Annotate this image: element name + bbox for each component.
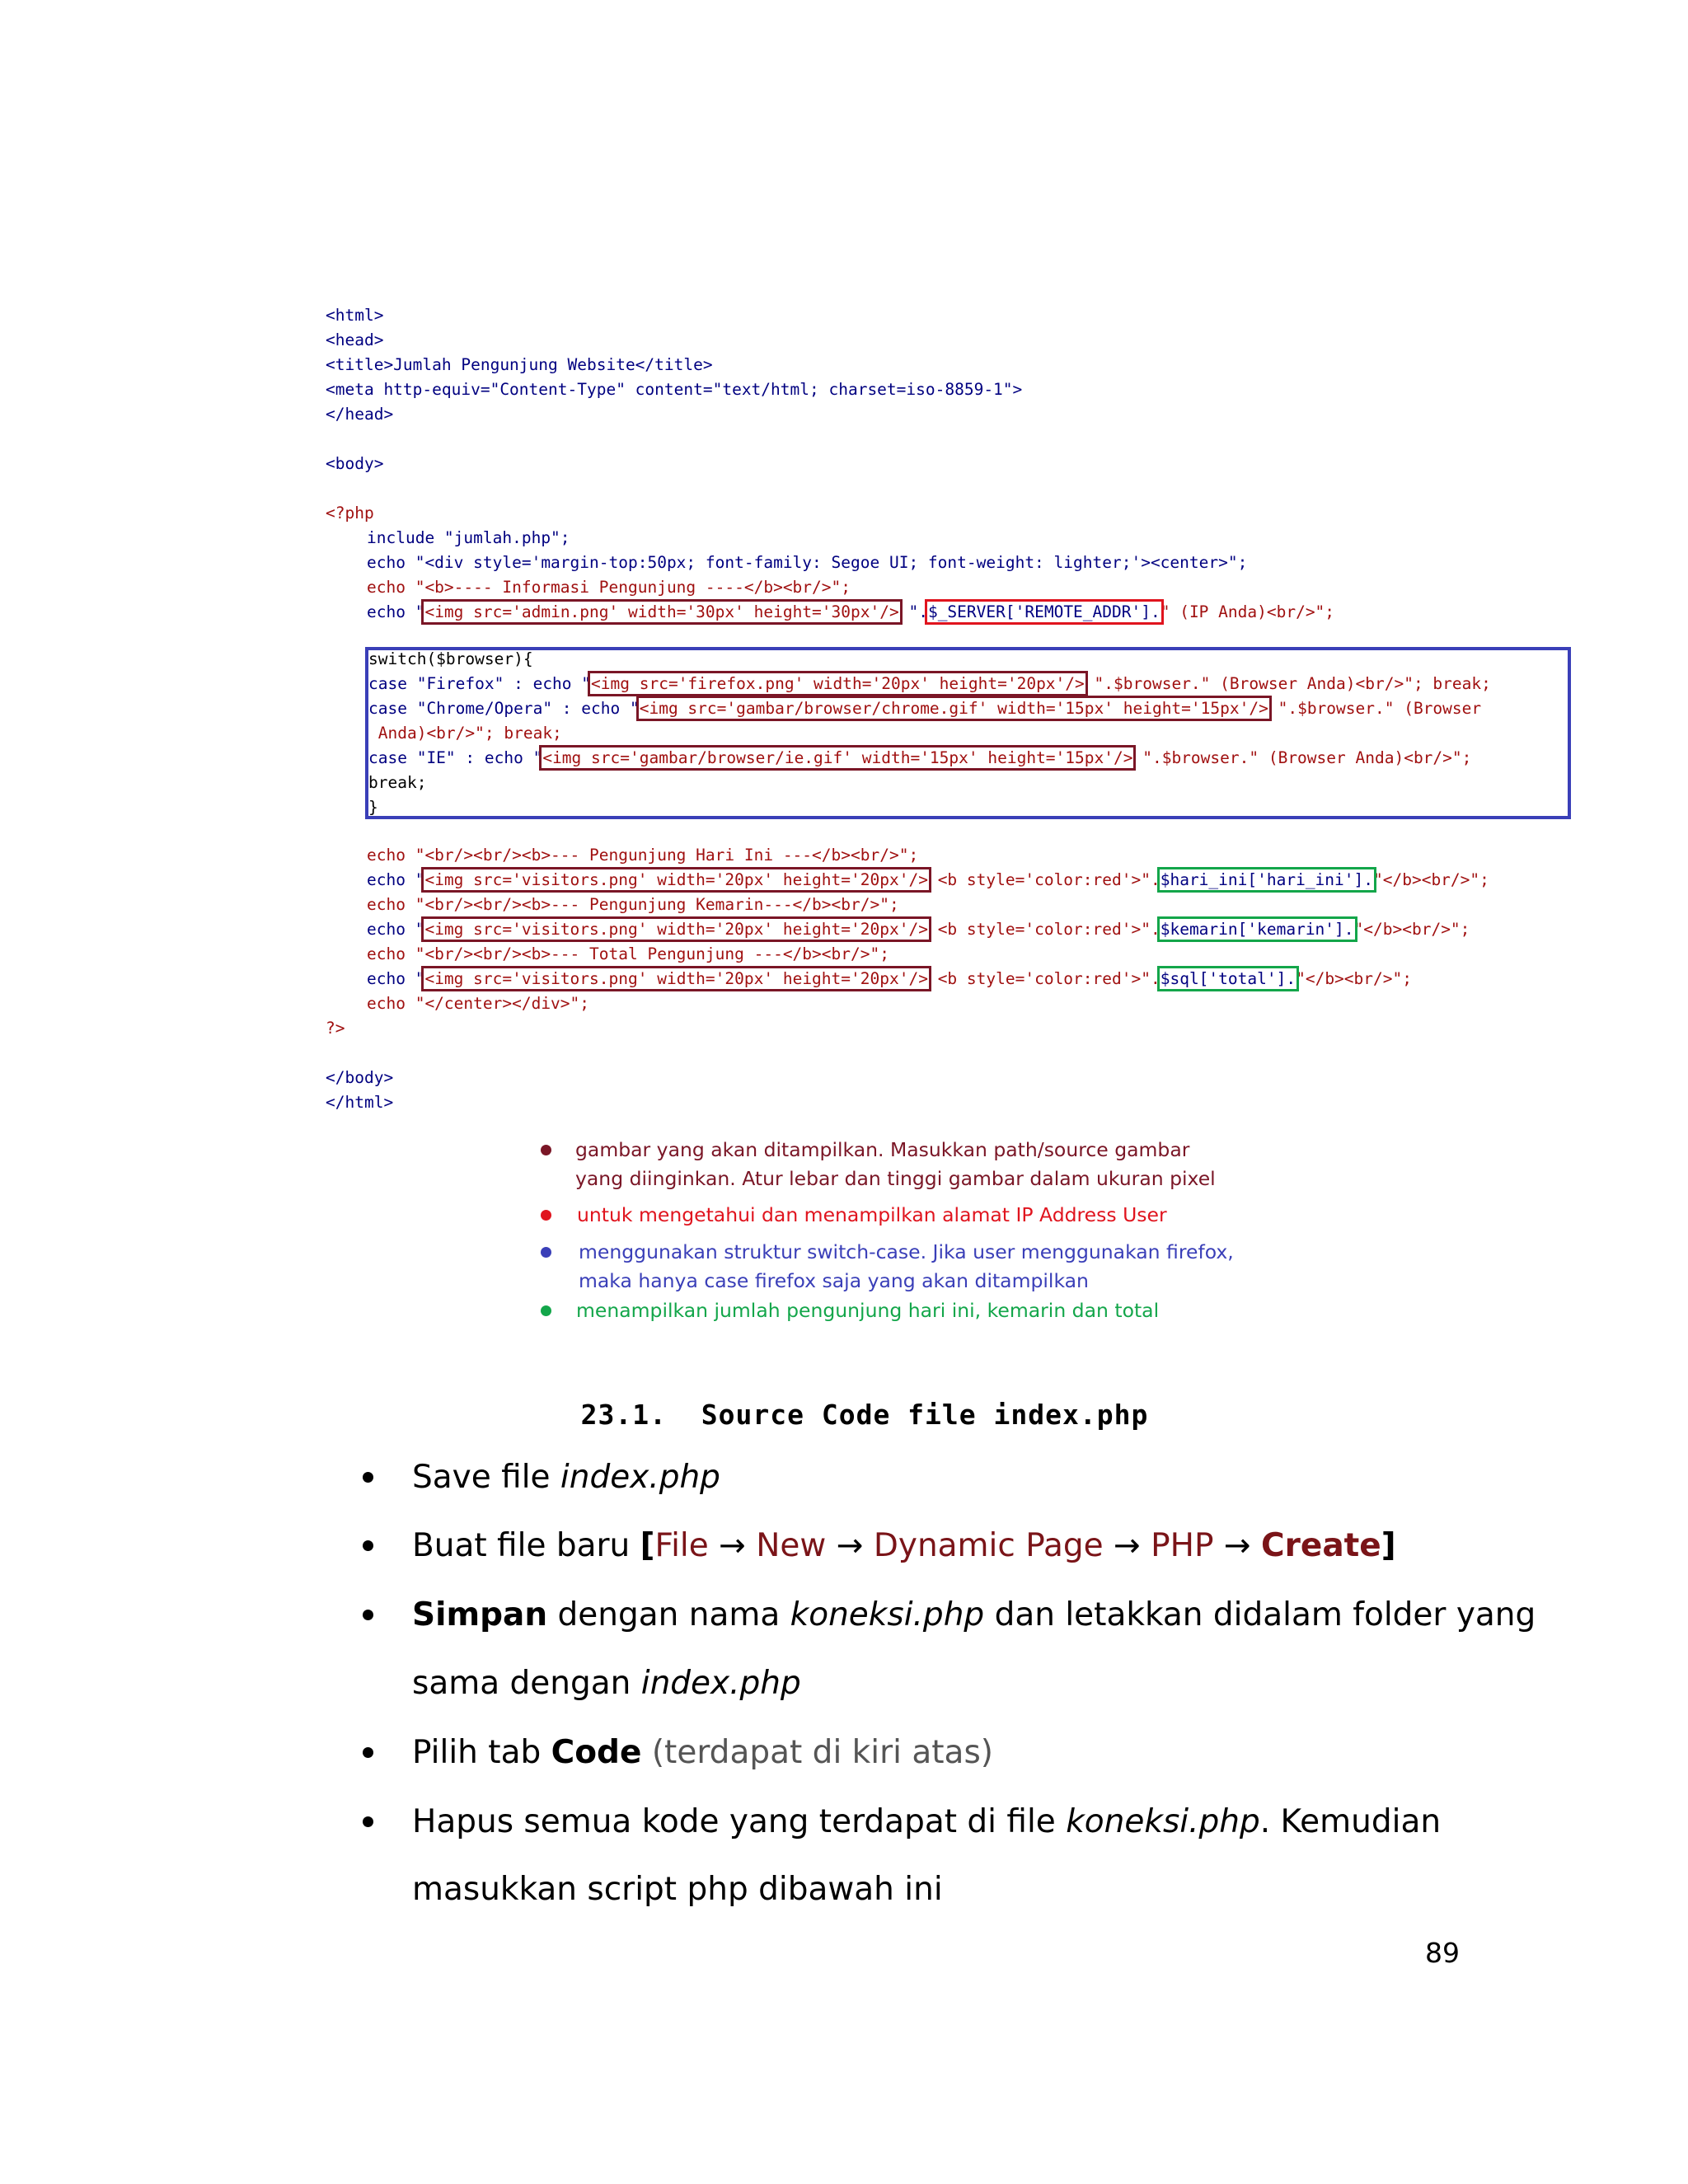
- code-line: [368, 746, 1471, 771]
- bracket: ]: [1381, 1527, 1396, 1564]
- code-text: echo ": [367, 870, 425, 889]
- code-text: echo ": [367, 920, 425, 939]
- caption-text: Source Code file index.php: [701, 1399, 1149, 1431]
- code-text: ".$browser." (Browser: [1278, 699, 1482, 718]
- bullet-dot-green: [541, 1305, 551, 1316]
- code-line: <meta http-equiv="Content-Type" content="text/html; charset=iso-8859-1">: [326, 380, 1023, 399]
- code-text: <b style='color:red'>".: [937, 920, 1160, 939]
- image-tag-highlight: <img src='firefox.png' width='20px' height='20px'/>: [591, 674, 1085, 693]
- bullet-dot: [363, 1540, 373, 1551]
- switch-code: [368, 647, 1491, 818]
- arrow-right-icon: →: [1114, 1527, 1141, 1564]
- code-line: </body>: [326, 1068, 394, 1087]
- image-tag-highlight: <img src='visitors.png' width='20px' height='20px'/>: [424, 969, 928, 988]
- bullet-text: dan letakkan didalam folder yang: [984, 1596, 1536, 1633]
- bracket: [: [640, 1527, 655, 1564]
- code-line: </html>: [326, 1093, 394, 1112]
- count-variable-highlight: $hari_ini['hari_ini'].: [1160, 870, 1373, 889]
- code-line: echo "<b>---- Informasi Pengunjung ----</b><br/>";: [367, 578, 851, 597]
- menu-file: File: [654, 1527, 709, 1564]
- code-line: break;: [368, 773, 427, 792]
- code-text: "</b><br/>";: [1296, 969, 1412, 988]
- legend-text: maka hanya case firefox saja yang akan ditampilkan: [579, 1269, 1089, 1292]
- code-text: echo "</center></div>";: [367, 994, 590, 1013]
- code-text: echo ": [367, 969, 425, 988]
- bullet-item: [412, 1595, 1536, 1636]
- count-variable-highlight: $kemarin['kemarin'].: [1160, 920, 1354, 939]
- code-text: "</b><br/>";: [1353, 920, 1470, 939]
- code-listing: [326, 303, 1335, 621]
- file-name: index.php: [640, 1665, 801, 1702]
- arrow-right-icon: →: [719, 1527, 746, 1564]
- code-text: ".: [908, 602, 928, 621]
- menu-new: New: [756, 1527, 827, 1564]
- code-line: <html>: [326, 306, 384, 325]
- legend-text: menggunakan struktur switch-case. Jika user menggunakan firefox,: [579, 1240, 1234, 1263]
- code-text: case "IE" : echo ": [368, 748, 543, 767]
- code-line: <head>: [326, 330, 384, 349]
- code-text: " (IP Anda)<br/>";: [1160, 602, 1335, 621]
- code-text: ".$browser." (Browser Anda)<br/>";: [1142, 748, 1472, 767]
- bullet-item: [412, 1802, 1441, 1843]
- code-line: [326, 967, 1412, 991]
- image-tag-highlight: <img src='gambar/browser/chrome.gif' width='15px' height='15px'/>: [639, 699, 1268, 718]
- bullet-dot: [363, 1747, 373, 1758]
- menu-php: PHP: [1151, 1527, 1214, 1564]
- code-line: </head>: [326, 405, 394, 424]
- arrow-right-icon: →: [836, 1527, 864, 1564]
- image-tag-highlight: <img src='gambar/browser/ie.gif' width='15px' height='15px'/>: [542, 748, 1133, 767]
- code-line: ?>: [326, 1019, 345, 1038]
- code-line: [326, 917, 1470, 942]
- bullet-text: Save file: [412, 1459, 560, 1496]
- code-line: <body>: [326, 454, 384, 473]
- bullet-text: Pilih tab: [412, 1734, 551, 1771]
- image-tag-highlight: <img src='admin.png' width='30px' height='30px'/>: [424, 602, 899, 621]
- code-text: "</b><br/>";: [1373, 870, 1489, 889]
- code-text: <b style='color:red'>".: [937, 969, 1160, 988]
- code-line: echo "<div style='margin-top:50px; font-family: Segoe UI; font-weight: lighter;'><center>";: [367, 553, 1248, 572]
- arrow-right-icon: →: [1223, 1527, 1251, 1564]
- legend-text: untuk mengetahui dan menampilkan alamat IP Address User: [577, 1203, 1167, 1226]
- bullet-item: [412, 1457, 720, 1498]
- code-line: [326, 893, 899, 917]
- code-line: switch($browser){: [368, 649, 533, 668]
- bullet-note: (terdapat di kiri atas): [641, 1734, 993, 1771]
- bullet-item: [412, 1732, 993, 1774]
- code-line: [326, 942, 889, 967]
- code-line: [368, 672, 1491, 696]
- code-line: <title>Jumlah Pengunjung Website</title>: [326, 355, 713, 374]
- bullet-dot: [363, 1816, 373, 1827]
- page-number: 89: [1425, 1937, 1460, 1969]
- bullet-text: Buat file baru: [412, 1527, 640, 1564]
- server-addr-highlight: $_SERVER['REMOTE_ADDR'].: [927, 602, 1160, 621]
- menu-dynamic-page: Dynamic Page: [873, 1527, 1104, 1564]
- code-line: [326, 991, 589, 1016]
- code-line: [326, 868, 1489, 893]
- bullet-continuation: [412, 1663, 801, 1704]
- code-line: [326, 600, 1334, 625]
- image-tag-highlight: <img src='visitors.png' width='20px' height='20px'/>: [424, 870, 928, 889]
- code-line: [326, 843, 918, 868]
- legend-text: gambar yang akan ditampilkan. Masukkan path/source gambar: [575, 1138, 1190, 1161]
- code-line: include "jumlah.php";: [367, 528, 570, 547]
- bullet-text: . Kemudian: [1259, 1803, 1442, 1840]
- code-line: Anda)<br/>"; break;: [368, 724, 562, 743]
- code-line: }: [368, 798, 378, 817]
- caption-number: 23.1.: [580, 1399, 668, 1431]
- bullet-text: sama dengan: [412, 1665, 641, 1702]
- bullet-dot-blue: [541, 1247, 551, 1258]
- bullet-dot: [363, 1472, 373, 1483]
- code-text: ".$browser." (Browser Anda)<br/>"; break;: [1094, 674, 1491, 693]
- bullet-item: [412, 1526, 1396, 1567]
- bullet-dot: [363, 1610, 373, 1620]
- file-name: koneksi.php: [790, 1596, 985, 1633]
- bullet-text: Hapus semua kode yang terdapat di file: [412, 1803, 1067, 1840]
- code-text: echo "<br/><br/><b>--- Total Pengunjung ---</b><br/>";: [367, 944, 889, 963]
- code-line: <?php: [326, 504, 374, 523]
- file-name: koneksi.php: [1066, 1803, 1260, 1840]
- bullet-continuation: masukkan script php dibawah ini: [412, 1871, 943, 1908]
- figure-caption: [0, 1399, 1688, 1431]
- code-line: [368, 696, 1481, 721]
- code-text: <b style='color:red'>".: [937, 870, 1160, 889]
- legend-text: menampilkan jumlah pengunjung hari ini, kemarin dan total: [576, 1299, 1160, 1322]
- output-code: [326, 843, 1489, 1112]
- menu-create: Create: [1261, 1527, 1381, 1564]
- bullet-text: dengan nama: [547, 1596, 790, 1633]
- code-text: echo "<br/><br/><b>--- Pengunjung Hari Ini ---</b><br/>";: [367, 846, 919, 865]
- code-text: case "Firefox" : echo ": [368, 674, 592, 693]
- bullet-dot-red: [541, 1210, 551, 1221]
- code-text: case "Chrome/Opera" : echo ": [368, 699, 640, 718]
- code-text: echo "<br/><br/><b>--- Pengunjung Kemarin---</b><br/>";: [367, 895, 899, 914]
- tab-code-label: Code: [551, 1734, 642, 1771]
- image-tag-highlight: <img src='visitors.png' width='20px' height='20px'/>: [424, 920, 928, 939]
- legend-text: yang diinginkan. Atur lebar dan tinggi gambar dalam ukuran pixel: [575, 1167, 1216, 1190]
- count-variable-highlight: $sql['total'].: [1160, 969, 1296, 988]
- bullet-dot-dark-red: [541, 1145, 551, 1155]
- file-name: index.php: [560, 1459, 720, 1496]
- code-text: echo ": [367, 602, 425, 621]
- bullet-text: Simpan: [412, 1596, 548, 1633]
